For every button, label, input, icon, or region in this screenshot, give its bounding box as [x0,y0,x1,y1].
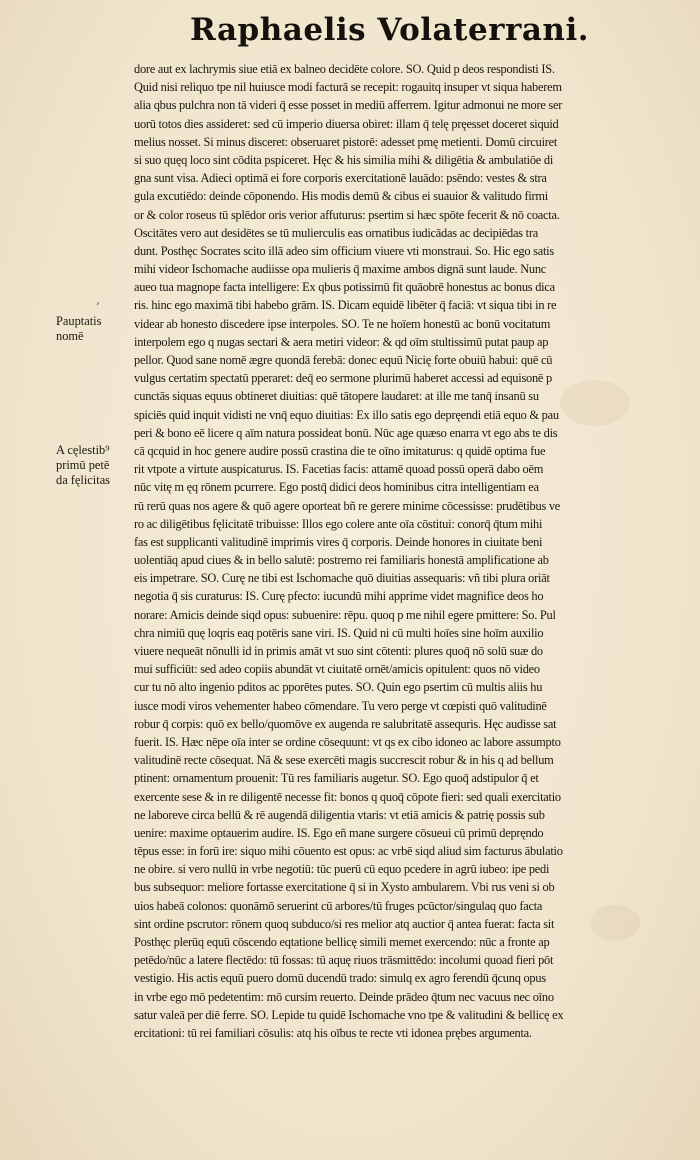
body-text [134,60,678,1042]
text-line: petēdo/nūc a latere flectēdo: tū fossas: tū aquę riuos trāsmittēdo: incolumi quoad fieri pōt [134,953,554,968]
text-line: negotia q̄ sis curaturus: IS. Curę pfecto: iucundū mihi apprime videt magnifice deos ho [134,589,544,604]
text-line: Posthęc plerūq equū cōscendo eqtatione bellicę simili memet exercendo: nūc a fronte ap [134,935,550,949]
text-line: cunctās siquas equus obtineret diuitias: quē tātopere laudaret: at ille me tanq̄ insanū su [134,389,539,404]
marginal-note-line: primū petē [56,458,110,472]
marginal-note [56,443,132,488]
text-line: rit vtpote a virtute auspicaturus. IS. Facetias facis: attamē quoad possū operā dabo oēm [134,462,544,477]
text-line: rū rerū quas nos agere & quō agere oporteat bñ re gerere minime cōcessisse: prudētibus ve [134,498,561,513]
text-line: vulgus certatim spectatū pperaret: deq̄ eo sermone plurimū haberet accessi ad equisonē p [134,371,552,386]
text-line: gna sunt visa. Adieci optimā ei fore corporis exercitationē lauādo: psēndo: vestes & stra [134,171,547,186]
marginal-note-line: nomē [56,329,84,343]
text-line: mui sufficiūt: sed adeo copiis abundāt vt ciuitatē ornēt/amicis opitulent: quos nō video [134,662,540,677]
marginal-note-line: da fęlicitas [56,473,111,487]
text-line: Quid nisi reliquo tpe nil huiusce modi facturā se recepit: rogauitq insuper vt siqua haberem [134,80,562,95]
text-line: fuerit. IS. Hæc nēpe oīa inter se ordine cōsequunt: vt qs ex cibo idoneo ac labore assumpto [134,734,561,749]
text-line: dore aut ex lachrymis siue etiā ex balneo decidēte colore. SO. Quid p deos respondisti IS. [134,62,555,76]
text-line: ris. hinc ego maximā tibi habebo grām. IS. Dicam equidē libēter q̄ faciā: vt siqua tibi in re [134,298,557,313]
text-line: robur q̄ corpis: quō ex bello/quomōve ex augenda re salubritatē assequris. Hęc audisse sat [134,716,557,731]
text-line: dunt. Posthęc Socrates scito illā adeo sim officium viuere vti monstraui. So. Hic ego satis [134,243,554,258]
text-line: eis impetrare. SO. Curę ne tibi est Ischomache quō diuitias assequaris: vñ tibi plura oriāt [134,571,550,586]
text-line: uorū totos dies assideret: sed cū imperio diuersa obiret: illam q̄ telę pręesset doceret siquid [134,116,559,131]
text-line: videar ab honesto discedere ipse interpoles. SO. Te ne hoīem honestū ac bonū vocitatum [134,316,551,331]
text-line: valitudinē recte cōsequat. Nā & sese exercēti magis succrescit robur & in his q ad bellum [134,753,554,768]
text-line: interpolem ego q nugas sectari & aera metiri videor: & qd oīm stultissimū putat paup ap [134,334,549,349]
text-line: ne laboreve circa bellū & rē augendā diligentia vtaris: vt etiā amicis & patrię possis sub [134,807,545,822]
text-line: satur valeā per diē ferre. SO. Lepide tu quidē Ischomache vno tpe & valitudini & bellicę ex [134,1007,564,1022]
text-line: fas est supplicanti valitudinē imprimis vires q̄ corporis. Deinde honores in ciuitate beni [134,534,543,549]
running-head: Raphaelis Volaterrani. [190,12,590,48]
text-line: cur tu nō alto ingenio pditos ac pporētes putes. SO. Quin ego psertim cū multis aliis hu [134,680,543,695]
text-line: exercente sese & in re diligentē necesse fit: bonos q quoq̄ cōpote fieri: sed quali exercitatio [134,789,561,804]
text-line: ro ac diligētibus fęlicitatē tribuisse: Illos ego colere ante oīa cōstitui: conorq̄ q̄tum mihi [134,516,543,531]
text-line: Oscitātes vero aut desidētes se tū mulierculis eas ornatibus iudicādas ac decipiēdas tra [134,225,538,240]
text-line: cā qcquid in hoc genere audire possū crastina die te oīno imitaturus: q quidē optima fue [134,443,546,458]
text-line: sint ordine pscrutor: rōnem quoq subduco/si res melior atq auctior q̄ antea fuerat: facta sit [134,916,555,931]
margin-mark: ʼ [96,302,100,313]
text-line: uios habeā colonos: quonāmō seruerint cū arbores/tū fruges pcūctor/singulaq quo facta [134,898,543,913]
text-line: chra nimiū quę loqris eaq potēris sane viri. IS. Quid ni cū multi hoīes sine hoīm auxilio [134,625,544,640]
text-line: norare: Amicis deinde siqd opus: subuenire: rēpu. quoq p me nihil egere pmittere: So. Pul [134,607,556,622]
text-line: nūc vitę m ęq rōnem pcurrere. Ego postq̄ didici deos hominibus citra intelligentiam ea [134,480,539,495]
text-line: mihi videor Ischomache audiisse opa mulieris q̄ maxime ambos dignā sunt laude. Nunc [134,262,547,277]
text-line: melius nosset. Si minus disceret: obseruaret pistorē: adesset pmę metienti. Domū circuiret [134,134,558,149]
text-line: iusce modi viros vehementer habeo cōmendare. Tu vero perge vt cœpisti quō valitudinē [134,698,547,713]
text-line: ne obire. si vero nullū in vrbe negotiū: tūc puerū cū equo pcedere in agrū iubeo: ipe pedi [134,862,550,877]
text-line: aueo tua magnope facta intelligere: Ex qbus potissimū fit quāobrē honestus ac bonus dica [134,280,555,295]
text-line: pellor. Quod sane nomē ægre quondā ferebā: donec equū Nicię forte obuiū habui: quē cū [134,353,553,367]
text-line: si suo quęq loco sint cōdita pspiceret. Hęc & his similia mihi & diligētia & ambulatiōe di [134,152,554,167]
marginal-note [56,314,132,344]
text-line: bus subsequor: meliore fortasse exercitatione q̄ si in Xysto ambularem. Vbi rus veni si ob [134,880,555,895]
text-line: gula excutiēdo: deinde cōponendo. His modis demū & cibus ei suauior & valitudo firmi [134,189,548,204]
marginal-note-line: Pauptatis [56,314,102,328]
text-line: ercitationi: tū rei familiari cōsulis: atq his oībus te recte vti idonea prębes argumenta. [134,1025,532,1040]
text-line: uolentiāq apud ciues & in bello salutē: postremo rei familiaris honestā amplificatione ab [134,553,549,568]
text-line: alia qbus pulchra non tā videri q̄ esse posset in mediū afferrem. Igitur admonui ne more ser [134,98,563,113]
text-line: peri & bono eē licere q aīm natura possideat bonū. Nūc age quæso enarra vt ego abs te dis [134,425,558,440]
text-line: uenire: maxime optauerim audire. IS. Ego eñ mane surgere cōsueui cū primū depręndo [134,825,544,840]
text-line: ptinent: ornamentum prouenit: Tū res familiaris augetur. SO. Ego quoq̄ adstipulor q̄ et [134,771,539,786]
marginal-note-line: A cęlestib⁹ [56,443,110,457]
text-line: viuere nequeāt nōnulli id in primis amāt vt suo sint cōtenti: plures quoq̄ nō solū suæ do [134,644,543,658]
text-line: vestigio. His actis equū puero domū ducendū trado: simulq ex agro ferendū q̄cunq opus [134,971,546,986]
text-line: tēpus esse: in forū ire: siquo mihi cōuento est opus: ac vrbē siqd aliud sim facturus ābulatio [134,844,563,859]
text-line: in vrbe ego mō pedetentim: mō cursim reuerto. Deinde prādeo q̄tum nec vacuus nec oīno [134,989,554,1004]
text-line: spiciēs quid inquit vidisti ne vnq̄ equo diuitias: Ex illo satis ego depręendi etiā equo & pau [134,407,559,422]
text-line: or & color roseus tū splēdor oris verior affuturus: psertim si hæc spōte fecerit & nō coacta. [134,207,560,222]
